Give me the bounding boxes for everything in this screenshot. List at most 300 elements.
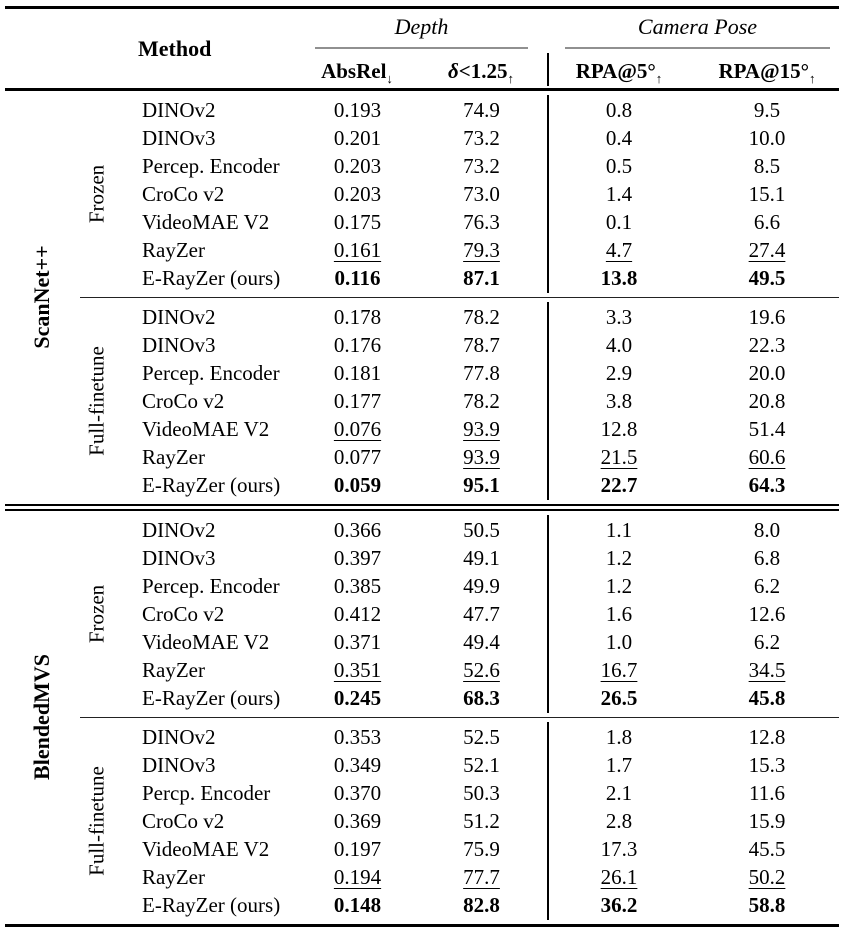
value-text: 79.3 xyxy=(463,237,500,262)
value-cell xyxy=(415,264,548,292)
value-cell xyxy=(548,359,690,387)
value-cell xyxy=(415,751,548,779)
column-divider xyxy=(547,95,549,293)
value-text: 22.7 xyxy=(600,472,638,497)
value-text: 1.4 xyxy=(605,181,633,206)
value-text: 6.8 xyxy=(753,545,781,570)
setting-label: Full-finetune xyxy=(84,766,109,876)
value-cell xyxy=(415,331,548,359)
value-text: 47.7 xyxy=(463,601,500,626)
value-text: 49.4 xyxy=(463,629,500,654)
value-cell xyxy=(415,359,548,387)
value-text: 45.5 xyxy=(748,836,786,861)
value-cell xyxy=(300,600,415,628)
value-text: 77.8 xyxy=(463,360,500,385)
method-cell: RayZer xyxy=(142,657,205,682)
value-cell xyxy=(690,572,844,600)
table-row xyxy=(142,96,844,124)
value-cell xyxy=(300,264,415,292)
col-header-delta xyxy=(448,57,514,85)
method-cell: VideoMAE V2 xyxy=(142,629,270,654)
table-row xyxy=(142,415,844,443)
value-cell xyxy=(300,180,415,208)
method-cell: Percep. Encoder xyxy=(142,360,280,385)
camera-pose-group-header: Camera Pose xyxy=(637,14,758,39)
dataset-block xyxy=(0,511,844,924)
value-text: 0.385 xyxy=(333,573,382,598)
bottom-rule xyxy=(5,924,839,927)
method-cell: CroCo v2 xyxy=(142,388,225,413)
table-row xyxy=(142,723,844,751)
value-text: 0.181 xyxy=(333,360,382,385)
value-cell xyxy=(548,415,690,443)
value-text: 0.175 xyxy=(333,209,382,234)
value-cell xyxy=(548,264,690,292)
value-text: 0.203 xyxy=(333,153,382,178)
value-cell xyxy=(690,387,844,415)
value-cell xyxy=(548,863,690,891)
value-cell xyxy=(548,684,690,712)
col-header-name: <1.25 xyxy=(458,59,508,83)
value-text: 12.6 xyxy=(748,601,786,626)
value-cell xyxy=(548,656,690,684)
value-text: 9.5 xyxy=(753,97,781,122)
value-text: 87.1 xyxy=(463,265,500,290)
value-text: 8.0 xyxy=(753,517,781,542)
value-cell xyxy=(415,835,548,863)
value-text: 0.193 xyxy=(333,97,382,122)
value-cell xyxy=(300,359,415,387)
header-column-divider xyxy=(547,53,549,86)
value-text: 0.201 xyxy=(333,125,382,150)
value-cell xyxy=(415,471,548,499)
value-text: 6.2 xyxy=(753,573,781,598)
value-text: 34.5 xyxy=(748,657,786,682)
value-cell xyxy=(690,443,844,471)
value-text: 50.2 xyxy=(748,864,786,889)
value-cell xyxy=(300,208,415,236)
method-cell: VideoMAE V2 xyxy=(142,209,270,234)
up-arrow-icon: ↑ xyxy=(655,71,663,87)
table-row xyxy=(142,387,844,415)
value-text: 0.353 xyxy=(333,724,382,749)
value-text: 78.2 xyxy=(463,388,500,413)
value-cell xyxy=(415,303,548,331)
value-text: 49.9 xyxy=(463,573,500,598)
value-cell xyxy=(690,96,844,124)
value-cell xyxy=(690,779,844,807)
table-row xyxy=(142,331,844,359)
value-text: 20.0 xyxy=(748,360,786,385)
value-cell xyxy=(548,208,690,236)
value-text: 60.6 xyxy=(748,444,786,469)
value-text: 3.8 xyxy=(605,388,633,413)
value-text: 20.8 xyxy=(748,388,786,413)
value-cell xyxy=(300,516,415,544)
method-cell: Percp. Encoder xyxy=(142,780,271,805)
table-body xyxy=(0,91,844,924)
col-header-rpa15 xyxy=(718,57,815,85)
value-text: 52.6 xyxy=(463,657,500,682)
value-text: 16.7 xyxy=(600,657,638,682)
value-cell xyxy=(548,572,690,600)
value-text: 0.351 xyxy=(333,657,382,682)
method-cell: E-RayZer (ours) xyxy=(142,685,281,710)
table-row xyxy=(142,124,844,152)
value-cell xyxy=(415,180,548,208)
value-text: 58.8 xyxy=(748,892,786,917)
value-cell xyxy=(690,600,844,628)
value-cell xyxy=(300,863,415,891)
value-text: 0.369 xyxy=(333,808,382,833)
method-cell: DINOv2 xyxy=(142,97,216,122)
setting-label: Frozen xyxy=(84,584,109,643)
value-text: 50.3 xyxy=(463,780,500,805)
col-header-prefix: δ xyxy=(448,59,459,83)
value-text: 1.7 xyxy=(605,752,633,777)
table-row xyxy=(142,236,844,264)
value-text: 1.1 xyxy=(605,517,633,542)
setting-label: Full-finetune xyxy=(84,345,109,456)
value-text: 0.197 xyxy=(333,836,382,861)
method-cell: DINOv3 xyxy=(142,545,216,570)
value-cell xyxy=(690,180,844,208)
table-row xyxy=(142,180,844,208)
table-row xyxy=(142,264,844,292)
method-cell: VideoMAE V2 xyxy=(142,416,270,441)
method-group xyxy=(0,718,844,924)
value-cell xyxy=(300,835,415,863)
method-group xyxy=(0,298,844,504)
table-row xyxy=(142,303,844,331)
value-text: 0.177 xyxy=(333,388,382,413)
value-cell xyxy=(415,779,548,807)
column-divider xyxy=(547,722,549,920)
value-cell xyxy=(300,807,415,835)
value-text: 15.9 xyxy=(748,808,786,833)
value-text: 0.148 xyxy=(333,892,382,917)
method-cell: Percep. Encoder xyxy=(142,153,280,178)
table-row xyxy=(142,443,844,471)
value-cell xyxy=(690,516,844,544)
value-text: 10.0 xyxy=(748,125,786,150)
value-cell xyxy=(548,303,690,331)
value-text: 45.8 xyxy=(748,685,786,710)
up-arrow-icon: ↑ xyxy=(809,71,816,87)
value-text: 12.8 xyxy=(748,724,786,749)
value-cell xyxy=(300,96,415,124)
value-cell xyxy=(690,124,844,152)
dataset-label: ScanNet++ xyxy=(29,245,54,349)
value-cell xyxy=(690,723,844,751)
value-cell xyxy=(548,516,690,544)
down-arrow-icon: ↓ xyxy=(386,71,393,87)
value-cell xyxy=(300,331,415,359)
value-cell xyxy=(415,516,548,544)
table-row xyxy=(142,656,844,684)
value-text: 12.8 xyxy=(600,416,638,441)
value-text: 73.2 xyxy=(463,125,500,150)
method-cell: DINOv3 xyxy=(142,332,216,357)
value-cell xyxy=(415,544,548,572)
value-text: 52.5 xyxy=(463,724,500,749)
value-cell xyxy=(300,303,415,331)
value-cell xyxy=(690,863,844,891)
column-divider xyxy=(547,302,549,500)
table-row xyxy=(142,152,844,180)
column-divider xyxy=(547,515,549,713)
table-row xyxy=(142,208,844,236)
value-cell xyxy=(690,415,844,443)
value-text: 27.4 xyxy=(748,237,786,262)
value-cell xyxy=(690,208,844,236)
table-row xyxy=(142,359,844,387)
value-text: 93.9 xyxy=(463,416,500,441)
value-cell xyxy=(300,415,415,443)
value-text: 17.3 xyxy=(600,836,638,861)
value-text: 26.1 xyxy=(600,864,638,889)
table-row xyxy=(142,891,844,919)
value-text: 1.2 xyxy=(605,545,633,570)
depth-group-header: Depth xyxy=(394,14,449,39)
value-text: 2.8 xyxy=(605,808,633,833)
value-cell xyxy=(300,723,415,751)
value-cell xyxy=(548,723,690,751)
value-text: 1.8 xyxy=(605,724,633,749)
value-text: 11.6 xyxy=(749,780,785,805)
table-row xyxy=(142,628,844,656)
value-cell xyxy=(690,751,844,779)
value-text: 82.8 xyxy=(463,892,500,917)
value-cell xyxy=(300,124,415,152)
value-cell xyxy=(415,387,548,415)
value-cell xyxy=(548,471,690,499)
value-text: 0.8 xyxy=(605,97,633,122)
value-cell xyxy=(415,415,548,443)
value-cell xyxy=(548,779,690,807)
value-text: 0.366 xyxy=(333,517,382,542)
value-text: 3.3 xyxy=(605,304,633,329)
value-cell xyxy=(690,807,844,835)
table-row xyxy=(142,751,844,779)
method-column-header: Method xyxy=(138,35,212,61)
value-cell xyxy=(415,208,548,236)
value-cell xyxy=(690,331,844,359)
value-text: 0.178 xyxy=(333,304,382,329)
value-text: 0.412 xyxy=(333,601,382,626)
value-cell xyxy=(415,236,548,264)
dataset-separator-double-rule xyxy=(5,504,839,511)
value-cell xyxy=(415,600,548,628)
value-cell xyxy=(300,656,415,684)
value-cell xyxy=(690,656,844,684)
value-cell xyxy=(300,236,415,264)
table-row xyxy=(142,779,844,807)
value-text: 75.9 xyxy=(463,836,500,861)
value-cell xyxy=(300,572,415,600)
value-cell xyxy=(300,387,415,415)
method-cell: E-RayZer (ours) xyxy=(142,265,281,290)
value-cell xyxy=(415,96,548,124)
value-text: 21.5 xyxy=(600,444,638,469)
value-text: 15.3 xyxy=(748,752,786,777)
depth-group-underline xyxy=(315,47,528,49)
col-header-name: RPA@15° xyxy=(718,59,810,83)
value-cell xyxy=(690,264,844,292)
table-row xyxy=(142,863,844,891)
method-cell: E-RayZer (ours) xyxy=(142,472,281,497)
value-text: 76.3 xyxy=(463,209,500,234)
col-header-absrel xyxy=(321,57,393,85)
value-text: 0.116 xyxy=(334,265,381,290)
value-cell xyxy=(548,180,690,208)
value-text: 93.9 xyxy=(463,444,500,469)
value-cell xyxy=(415,684,548,712)
method-group xyxy=(0,91,844,297)
value-cell xyxy=(548,96,690,124)
value-text: 0.397 xyxy=(333,545,382,570)
value-text: 26.5 xyxy=(600,685,638,710)
value-cell xyxy=(690,684,844,712)
value-text: 0.1 xyxy=(605,209,633,234)
value-text: 0.371 xyxy=(333,629,382,654)
value-text: 1.2 xyxy=(605,573,633,598)
method-cell: DINOv3 xyxy=(142,752,216,777)
value-cell xyxy=(690,628,844,656)
value-cell xyxy=(548,124,690,152)
value-cell xyxy=(415,443,548,471)
up-arrow-icon: ↑ xyxy=(507,71,514,87)
value-cell xyxy=(690,471,844,499)
value-text: 2.9 xyxy=(605,360,633,385)
value-cell xyxy=(548,544,690,572)
dataset-block xyxy=(0,91,844,504)
value-cell xyxy=(415,152,548,180)
method-cell: CroCo v2 xyxy=(142,808,225,833)
method-cell: DINOv2 xyxy=(142,517,216,542)
value-cell xyxy=(415,807,548,835)
value-cell xyxy=(548,600,690,628)
value-text: 0.059 xyxy=(333,472,382,497)
value-cell xyxy=(300,751,415,779)
value-text: 74.9 xyxy=(463,97,500,122)
value-cell xyxy=(548,443,690,471)
value-cell xyxy=(690,236,844,264)
value-text: 0.176 xyxy=(333,332,382,357)
value-text: 0.5 xyxy=(605,153,633,178)
value-cell xyxy=(548,807,690,835)
value-text: 0.245 xyxy=(333,685,382,710)
method-cell: VideoMAE V2 xyxy=(142,836,270,861)
value-text: 78.2 xyxy=(463,304,500,329)
method-cell: CroCo v2 xyxy=(142,601,225,626)
value-cell xyxy=(548,331,690,359)
value-text: 6.6 xyxy=(753,209,781,234)
col-header-rpa5 xyxy=(576,57,663,85)
method-cell: CroCo v2 xyxy=(142,181,225,206)
value-text: 49.1 xyxy=(463,545,500,570)
table-row xyxy=(142,544,844,572)
value-cell xyxy=(300,471,415,499)
table-row xyxy=(142,835,844,863)
method-cell: Percep. Encoder xyxy=(142,573,280,598)
table-header xyxy=(0,9,844,88)
value-cell xyxy=(548,628,690,656)
method-cell: DINOv3 xyxy=(142,125,216,150)
value-cell xyxy=(300,443,415,471)
method-cell: RayZer xyxy=(142,864,205,889)
value-cell xyxy=(548,891,690,919)
value-text: 68.3 xyxy=(463,685,500,710)
table-row xyxy=(142,516,844,544)
value-text: 8.5 xyxy=(753,153,781,178)
value-cell xyxy=(300,684,415,712)
method-cell: RayZer xyxy=(142,444,205,469)
value-cell xyxy=(548,152,690,180)
value-cell xyxy=(300,628,415,656)
value-text: 52.1 xyxy=(463,752,500,777)
value-cell xyxy=(415,863,548,891)
value-text: 50.5 xyxy=(463,517,500,542)
value-cell xyxy=(415,572,548,600)
value-text: 1.0 xyxy=(605,629,633,654)
table-row xyxy=(142,807,844,835)
value-cell xyxy=(415,628,548,656)
value-text: 73.2 xyxy=(463,153,500,178)
value-text: 0.349 xyxy=(333,752,382,777)
value-text: 4.0 xyxy=(605,332,633,357)
col-header-name: RPA@5° xyxy=(575,59,656,83)
value-text: 0.4 xyxy=(605,125,633,150)
value-text: 49.5 xyxy=(748,265,786,290)
value-cell xyxy=(690,835,844,863)
value-text: 78.7 xyxy=(463,332,500,357)
value-cell xyxy=(690,359,844,387)
value-text: 64.3 xyxy=(748,472,786,497)
value-cell xyxy=(300,544,415,572)
table-row xyxy=(142,600,844,628)
value-cell xyxy=(548,236,690,264)
value-text: 77.7 xyxy=(463,864,500,889)
value-text: 51.2 xyxy=(463,808,500,833)
value-cell xyxy=(300,152,415,180)
col-header-name: AbsRel xyxy=(321,59,387,83)
value-cell xyxy=(300,891,415,919)
value-text: 0.203 xyxy=(333,181,382,206)
value-text: 22.3 xyxy=(748,332,786,357)
value-text: 36.2 xyxy=(600,892,638,917)
value-cell xyxy=(548,751,690,779)
method-cell: RayZer xyxy=(142,237,205,262)
value-text: 0.076 xyxy=(333,416,382,441)
value-text: 0.370 xyxy=(333,780,382,805)
value-text: 6.2 xyxy=(753,629,781,654)
value-cell xyxy=(690,303,844,331)
value-cell xyxy=(690,891,844,919)
value-cell xyxy=(415,891,548,919)
value-text: 2.1 xyxy=(605,780,633,805)
value-text: 4.7 xyxy=(605,237,633,262)
value-cell xyxy=(300,779,415,807)
method-cell: DINOv2 xyxy=(142,724,216,749)
value-text: 15.1 xyxy=(748,181,786,206)
camera-pose-group-underline xyxy=(565,47,830,49)
value-cell xyxy=(690,544,844,572)
value-cell xyxy=(415,723,548,751)
value-cell xyxy=(690,152,844,180)
table-row xyxy=(142,572,844,600)
setting-label: Frozen xyxy=(84,164,109,223)
